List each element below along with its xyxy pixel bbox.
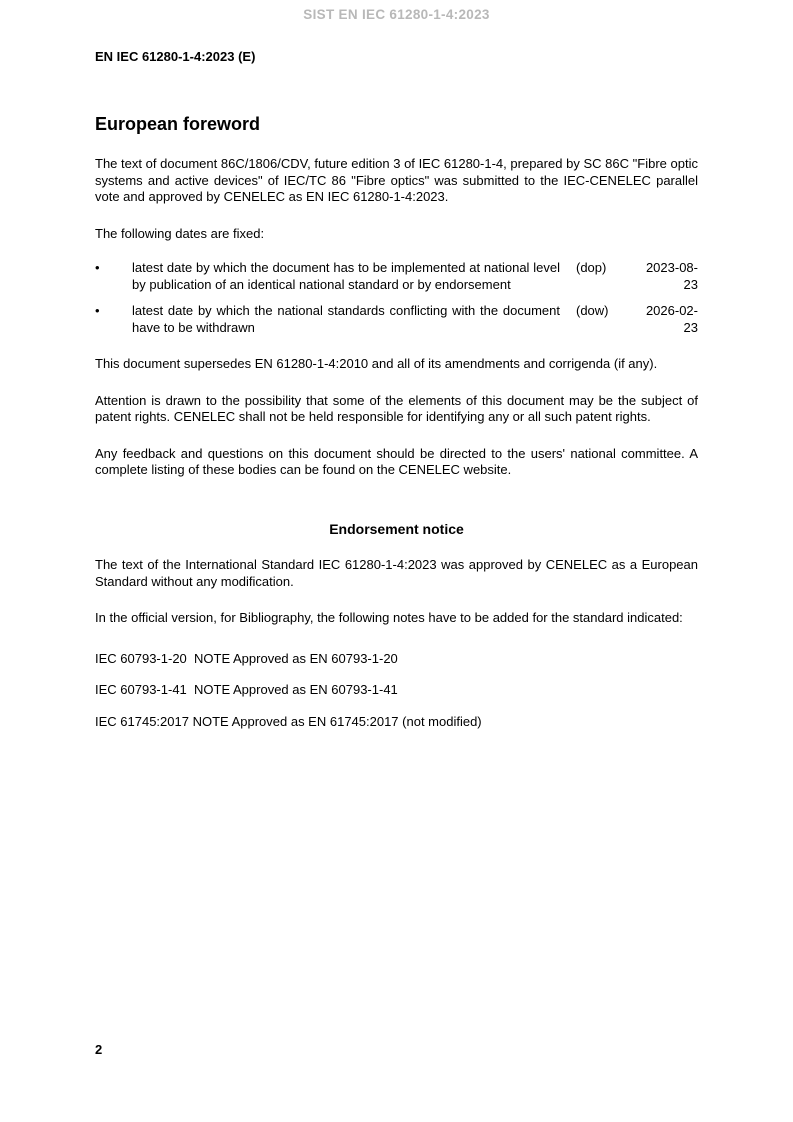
date-item-text: latest date by which the national standards conflicting with the document have to be withdrawn [132,303,560,335]
bibliography-notes-list [95,651,698,731]
bibliography-note: IEC 60793-1-20 NOTE Approved as EN 60793-1-20 [95,650,398,666]
bullet-icon: • [95,303,100,318]
document-reference-header: EN IEC 61280-1-4:2023 (E) [95,49,256,64]
fixed-dates-list [95,260,698,336]
date-item-label: (dow) [576,303,609,318]
date-item-value: 2023-08-23 [645,260,698,292]
endorsement-paragraph-1: The text of the International Standard IEC 61280-1-4:2023 was approved by CENELEC as a European Standard without any modification. [95,557,698,589]
foreword-paragraph-1: The text of document 86C/1806/CDV, future edition 3 of IEC 61280-1-4, prepared by SC 86C "Fibre optic systems and active devices" of IEC/TC 86 "Fibre optics" was submitted to the IEC-CENELEC parallel vote and approved by CENELEC as EN IEC 61280-1-4:2023. [95,156,698,204]
list-item [95,260,698,293]
endorsement-notice-heading: Endorsement notice [329,520,464,537]
bullet-icon: • [95,260,100,275]
feedback-paragraph: Any feedback and questions on this document should be directed to the users' national committee. A complete listing of these bodies can be found on the CENELEC website. [95,445,698,477]
page-number: 2 [95,1042,103,1057]
watermark-text: SIST EN IEC 61280-1-4:2023 [303,7,490,22]
endorsement-paragraph-2: In the official version, for Bibliography, the following notes have to be added for the standard indicated: [95,610,683,625]
patent-rights-paragraph: Attention is drawn to the possibility that some of the elements of this document may be the subject of patent rights. CENELEC shall not be held responsible for identifying any or all such patent rights. [95,392,698,424]
date-item-text: latest date by which the document has to be implemented at national level by publication of an identical national standard or by endorsement [132,260,560,292]
list-item [95,303,698,336]
date-item-label: (dop) [576,260,607,275]
supersedes-paragraph: This document supersedes EN 61280-1-4:2010 and all of its amendments and corrigenda (if any). [95,356,658,371]
european-foreword-heading: European foreword [95,113,261,134]
dates-fixed-intro: The following dates are fixed: [95,225,265,241]
bibliography-note: IEC 60793-1-41 NOTE Approved as EN 60793-1-41 [95,682,398,697]
bibliography-note: IEC 61745:2017 NOTE Approved as EN 61745:2017 (not modified) [95,713,482,729]
date-item-value: 2026-02-23 [645,303,698,335]
